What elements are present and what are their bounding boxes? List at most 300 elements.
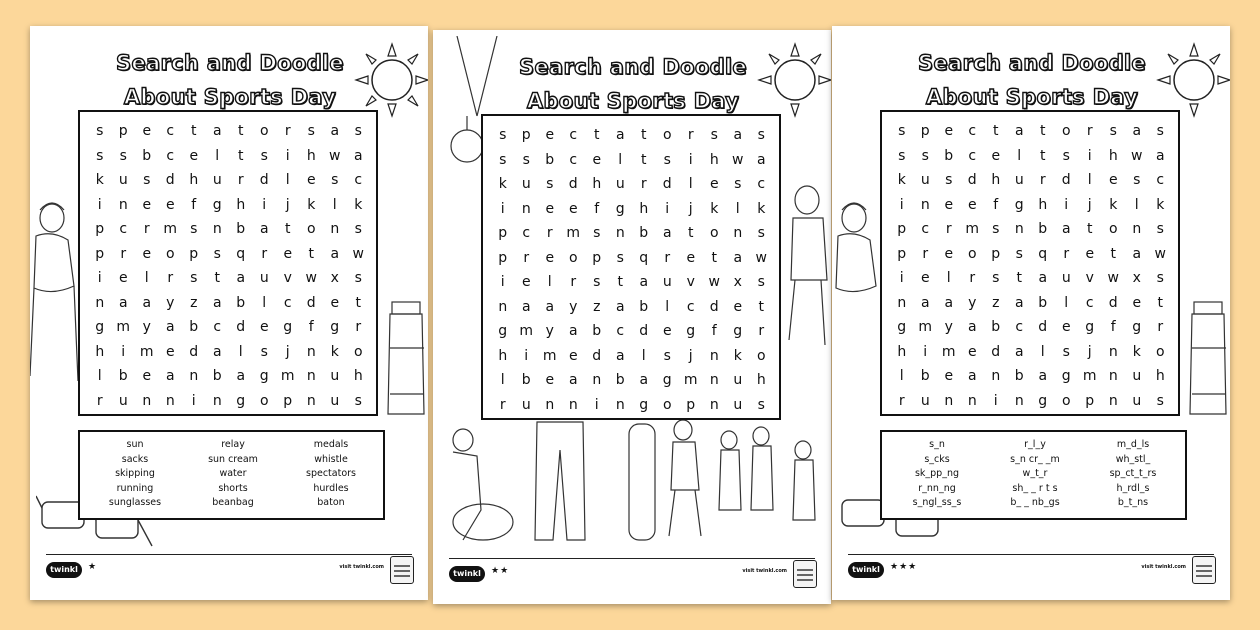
grid-letter: a: [236, 270, 246, 286]
grid-letter: e: [991, 147, 1001, 164]
grid-letter: f: [993, 196, 999, 213]
grid-letter: c: [569, 127, 578, 143]
grid-letter: n: [118, 196, 128, 213]
grid-letter: s: [213, 245, 221, 262]
grid-letter: b: [615, 372, 625, 388]
grid-letter: a: [212, 294, 222, 311]
grid-letter: s: [710, 127, 718, 143]
grid-letter: l: [1134, 196, 1139, 213]
grid-letter: n: [991, 368, 1001, 384]
grid-letter: t: [1016, 270, 1022, 286]
word-list-box: [880, 430, 1187, 520]
title-line-2: About Sports Day: [526, 89, 740, 113]
grid-letter: w: [329, 147, 341, 164]
grid-letter: k: [498, 176, 507, 192]
grid-letter: l: [735, 200, 740, 217]
grid-letter: e: [142, 123, 152, 139]
grid-letter: g: [615, 200, 625, 217]
grid-letter: p: [686, 396, 696, 413]
grid-letter: s: [663, 151, 671, 168]
grid-letter: a: [756, 151, 766, 168]
word-list-item: running: [116, 482, 154, 494]
grid-letter: m: [519, 323, 534, 339]
grid-letter: e: [967, 343, 977, 360]
grid-letter: y: [166, 294, 175, 311]
word-search-grid: [88, 119, 370, 413]
grid-letter: e: [944, 123, 954, 139]
grid-letter: o: [662, 127, 672, 143]
grid-letter: e: [283, 245, 293, 262]
grid-letter: n: [95, 294, 105, 311]
word-list-item: w_t_r: [1022, 468, 1048, 480]
grid-letter: b: [1038, 221, 1048, 237]
grid-letter: n: [733, 225, 743, 241]
grid-letter: r: [499, 396, 506, 413]
grid-letter: d: [236, 319, 246, 335]
word-list: [86, 439, 380, 512]
grid-letter: n: [1132, 221, 1142, 237]
grid-letter: z: [992, 294, 1000, 311]
grid-letter: p: [592, 249, 602, 266]
grid-letter: t: [238, 123, 244, 139]
word-list-item: medals: [313, 439, 349, 450]
grid-letter: y: [944, 319, 953, 335]
grid-letter: a: [615, 347, 625, 364]
grid-letter: u: [1132, 392, 1142, 409]
grid-letter: n: [212, 221, 222, 237]
grid-letter: t: [641, 151, 647, 168]
grid-letter: s: [1062, 147, 1070, 164]
grid-letter: t: [285, 221, 291, 237]
grid-letter: d: [165, 172, 175, 188]
grid-letter: c: [213, 319, 222, 335]
grid-letter: v: [1085, 270, 1094, 286]
grid-letter: h: [639, 200, 649, 217]
grid-letter: z: [593, 298, 601, 315]
grid-letter: a: [662, 225, 672, 241]
grid-letter: k: [897, 172, 906, 188]
grid-letter: g: [498, 323, 508, 339]
grid-letter: r: [143, 221, 150, 237]
grid-letter: a: [259, 221, 269, 237]
word-list-item: shorts: [218, 482, 248, 494]
grid-letter: l: [641, 347, 646, 364]
grid-letter: c: [354, 172, 363, 188]
word-list-item: s_ngl_ss_s: [912, 497, 962, 509]
worksheet-two-star: [433, 30, 831, 604]
grid-letter: i: [899, 196, 904, 213]
grid-letter: n: [1014, 392, 1024, 409]
grid-letter: s: [593, 225, 601, 241]
grid-letter: w: [1107, 270, 1119, 286]
grid-letter: l: [144, 270, 149, 286]
grid-letter: r: [167, 270, 174, 286]
word-list-item: baton: [317, 497, 345, 509]
grid-letter: s: [757, 127, 765, 143]
grid-letter: d: [991, 343, 1001, 360]
grid-letter: c: [616, 323, 625, 339]
grid-letter: f: [308, 319, 314, 335]
grid-letter: a: [1038, 368, 1048, 384]
grid-letter: e: [686, 249, 696, 266]
grid-letter: l: [1064, 294, 1069, 311]
runner-illustration: [785, 180, 831, 350]
grid-letter: j: [1087, 196, 1092, 213]
grid-letter: e: [189, 147, 199, 164]
word-list-item: sunglasses: [108, 497, 162, 509]
grid-letter: o: [1155, 343, 1165, 360]
grid-letter: i: [524, 347, 529, 364]
grid-letter: g: [330, 319, 340, 335]
worksheet-title: [892, 46, 1172, 114]
grid-letter: s: [354, 221, 362, 237]
grid-letter: n: [568, 396, 578, 413]
grid-letter: h: [306, 147, 316, 164]
grid-letter: c: [1085, 294, 1094, 311]
grid-letter: b: [639, 225, 649, 241]
grid-letter: k: [330, 343, 339, 360]
grid-letter: a: [1014, 294, 1024, 311]
grid-letter: u: [259, 270, 269, 286]
word-list-item: spectators: [306, 468, 356, 480]
grid-letter: a: [1132, 245, 1142, 262]
grid-letter: k: [710, 200, 719, 217]
grid-letter: l: [899, 368, 904, 384]
grid-letter: e: [944, 368, 954, 384]
grid-letter: n: [615, 225, 625, 241]
grid-letter: r: [355, 319, 362, 335]
children-illustration: [433, 410, 831, 550]
grid-letter: g: [1038, 392, 1048, 409]
grid-letter: n: [545, 396, 555, 413]
grid-letter: r: [523, 249, 530, 266]
grid-letter: n: [709, 347, 719, 364]
grid-letter: r: [284, 123, 291, 139]
grid-letter: s: [734, 176, 742, 192]
word-list-item: sun: [126, 439, 144, 450]
grid-letter: t: [214, 270, 220, 286]
grid-letter: a: [330, 123, 340, 139]
grid-letter: a: [236, 368, 246, 384]
grid-letter: n: [1014, 221, 1024, 237]
grid-letter: a: [615, 127, 625, 143]
grid-letter: a: [353, 147, 363, 164]
grid-letter: a: [1014, 123, 1024, 139]
grid-letter: i: [1064, 196, 1069, 213]
word-list-item: hurdles: [313, 482, 349, 494]
grid-letter: t: [308, 245, 314, 262]
grid-letter: m: [542, 347, 557, 364]
grid-letter: i: [121, 343, 126, 360]
word-list-item: sp_ct_t_rs: [1109, 468, 1157, 480]
grid-letter: f: [711, 323, 717, 339]
grid-letter: t: [641, 127, 647, 143]
grid-letter: d: [639, 323, 649, 339]
visit-link-text: visit twinkl.com: [339, 564, 384, 570]
grid-letter: g: [639, 396, 649, 413]
grid-letter: y: [142, 319, 151, 335]
grid-letter: h: [1038, 196, 1048, 213]
grid-letter: t: [191, 123, 197, 139]
grid-letter: x: [733, 274, 742, 290]
title-line-1: Search and Doodle: [918, 51, 1146, 75]
word-list-item: h_rdl_s: [1116, 482, 1150, 494]
grid-letter: f: [191, 196, 197, 213]
grid-letter: q: [236, 245, 246, 262]
grid-letter: e: [1085, 245, 1095, 262]
grid-letter: e: [142, 245, 152, 262]
grid-letter: y: [545, 323, 554, 339]
grid-letter: e: [306, 172, 316, 188]
title-line-1: Search and Doodle: [519, 55, 747, 79]
word-search-grid: [890, 119, 1172, 413]
grid-letter: n: [212, 392, 222, 409]
grid-letter: a: [212, 123, 222, 139]
grid-letter: u: [118, 392, 128, 409]
grid-letter: r: [261, 245, 268, 262]
grid-letter: d: [1038, 319, 1048, 335]
grid-letter: x: [330, 270, 339, 286]
grid-letter: a: [1061, 221, 1071, 237]
word-search-grid-box: [78, 110, 378, 416]
grid-letter: d: [189, 343, 199, 360]
difficulty-stars: ★★★: [890, 562, 918, 572]
grid-letter: l: [97, 368, 102, 384]
grid-letter: m: [683, 372, 698, 388]
grid-letter: m: [918, 319, 933, 335]
word-search-grid: [491, 123, 773, 417]
grid-letter: d: [709, 298, 719, 315]
grid-letter: t: [1157, 294, 1163, 311]
grid-letter: p: [283, 392, 293, 409]
grid-letter: b: [545, 151, 555, 168]
grid-letter: c: [522, 225, 531, 241]
grid-letter: a: [118, 294, 128, 311]
grid-letter: u: [521, 396, 531, 413]
grid-letter: i: [899, 270, 904, 286]
grid-letter: e: [967, 196, 977, 213]
grid-letter: a: [568, 323, 578, 339]
grid-letter: t: [1040, 147, 1046, 164]
word-list-box: [78, 430, 385, 520]
grid-letter: l: [547, 274, 552, 290]
grid-letter: s: [119, 147, 127, 164]
grid-letter: a: [545, 298, 555, 315]
grid-letter: p: [920, 123, 930, 139]
grid-letter: a: [920, 294, 930, 311]
grid-letter: m: [965, 221, 980, 237]
grid-letter: l: [238, 343, 243, 360]
grid-letter: a: [1155, 147, 1165, 164]
grid-letter: s: [992, 221, 1000, 237]
worksheet-title: [90, 46, 370, 114]
grid-letter: i: [191, 392, 196, 409]
grid-letter: t: [617, 274, 623, 290]
grid-letter: n: [897, 294, 907, 311]
grid-letter: l: [665, 298, 670, 315]
grid-letter: u: [615, 176, 625, 192]
grid-letter: s: [354, 270, 362, 286]
grid-letter: e: [545, 127, 555, 143]
word-list-item: relay: [221, 439, 245, 450]
grid-letter: l: [285, 172, 290, 188]
grid-letter: c: [166, 123, 175, 139]
grid-letter: g: [95, 319, 105, 335]
grid-letter: t: [993, 123, 999, 139]
grid-letter: v: [686, 274, 695, 290]
grid-letter: b: [236, 294, 246, 311]
grid-letter: x: [1132, 270, 1141, 286]
title-line-2: About Sports Day: [123, 85, 337, 109]
grid-letter: e: [1132, 294, 1142, 311]
grid-letter: u: [521, 176, 531, 192]
grid-letter: d: [259, 172, 269, 188]
word-list-item: s_cks: [924, 453, 950, 465]
grid-letter: s: [260, 343, 268, 360]
grid-letter: s: [1156, 392, 1164, 409]
grid-letter: r: [898, 392, 905, 409]
grid-letter: h: [991, 172, 1001, 188]
grid-letter: r: [922, 245, 929, 262]
grid-letter: k: [307, 196, 316, 213]
grid-letter: t: [758, 298, 764, 315]
word-list-item: m_d_ls: [1116, 439, 1150, 450]
grid-letter: c: [166, 147, 175, 164]
grid-letter: c: [1015, 319, 1024, 335]
grid-letter: d: [1061, 172, 1071, 188]
grid-letter: s: [1156, 123, 1164, 139]
grid-letter: k: [733, 347, 742, 364]
grid-letter: r: [664, 249, 671, 266]
grid-letter: s: [546, 176, 554, 192]
grid-letter: g: [1014, 196, 1024, 213]
grid-letter: n: [306, 343, 316, 360]
grid-letter: w: [732, 151, 744, 168]
grid-letter: a: [944, 294, 954, 311]
grid-letter: p: [991, 245, 1001, 262]
grid-letter: e: [142, 196, 152, 213]
grid-letter: d: [662, 176, 672, 192]
difficulty-stars: ★★: [491, 566, 510, 576]
grid-letter: t: [238, 147, 244, 164]
grid-letter: u: [118, 172, 128, 188]
grid-letter: r: [687, 127, 694, 143]
word-list-item: sk_pp_ng: [914, 468, 960, 480]
title-line-1: Search and Doodle: [116, 51, 344, 75]
grid-letter: n: [1108, 368, 1118, 384]
grid-letter: h: [95, 343, 105, 360]
grid-letter: k: [1109, 196, 1118, 213]
twinkl-logo: twinkl: [848, 562, 884, 578]
grid-letter: u: [330, 392, 340, 409]
grid-letter: a: [615, 298, 625, 315]
visit-link-text: visit twinkl.com: [1141, 564, 1186, 570]
grid-letter: a: [1132, 123, 1142, 139]
grid-letter: t: [594, 127, 600, 143]
grid-letter: t: [355, 294, 361, 311]
word-list-item: sun cream: [208, 453, 258, 465]
footer-divider: [46, 554, 412, 555]
grid-letter: h: [236, 196, 246, 213]
grid-letter: k: [354, 196, 363, 213]
grid-letter: w: [708, 274, 720, 290]
grid-letter: i: [688, 151, 693, 168]
grid-letter: s: [190, 221, 198, 237]
child-illustration: [832, 196, 882, 396]
grid-letter: a: [142, 294, 152, 311]
grid-letter: e: [1061, 319, 1071, 335]
grid-letter: n: [920, 196, 930, 213]
grid-letter: i: [665, 200, 670, 217]
grid-letter: u: [1014, 172, 1024, 188]
grid-letter: i: [97, 196, 102, 213]
word-list-item: sacks: [121, 453, 149, 465]
grid-letter: g: [236, 392, 246, 409]
grid-letter: p: [498, 225, 508, 241]
grid-letter: n: [306, 392, 316, 409]
grid-letter: n: [306, 368, 316, 384]
grid-letter: l: [262, 294, 267, 311]
grid-letter: e: [165, 196, 175, 213]
grid-letter: n: [944, 392, 954, 409]
word-search-grid-box: [481, 114, 781, 420]
grid-letter: k: [1156, 196, 1165, 213]
grid-letter: u: [662, 274, 672, 290]
grid-letter: w: [1131, 147, 1143, 164]
grid-letter: a: [568, 372, 578, 388]
word-search-grid-box: [880, 110, 1180, 416]
grid-letter: d: [1108, 294, 1118, 311]
grid-letter: a: [733, 127, 743, 143]
grid-letter: e: [330, 294, 340, 311]
twinkl-logo: twinkl: [449, 566, 485, 582]
grid-letter: n: [967, 392, 977, 409]
grid-letter: n: [709, 396, 719, 413]
grid-letter: b: [1038, 294, 1048, 311]
grid-letter: h: [592, 176, 602, 192]
grid-letter: i: [594, 396, 599, 413]
grid-letter: a: [967, 319, 977, 335]
grid-letter: d: [592, 347, 602, 364]
grid-letter: n: [709, 372, 719, 388]
grid-letter: c: [686, 298, 695, 315]
grid-letter: c: [119, 221, 128, 237]
grid-letter: b: [592, 323, 602, 339]
grid-letter: l: [1087, 172, 1092, 188]
grid-letter: z: [190, 294, 198, 311]
grid-letter: c: [1156, 172, 1165, 188]
grid-letter: r: [758, 323, 765, 339]
grid-letter: n: [189, 368, 199, 384]
grid-letter: t: [711, 249, 717, 266]
grid-letter: g: [1085, 319, 1095, 335]
word-list-item: r_nn_ng: [918, 482, 956, 494]
grid-letter: o: [1061, 123, 1071, 139]
grid-letter: b: [1014, 368, 1024, 384]
grid-letter: m: [941, 343, 956, 360]
grid-letter: r: [120, 245, 127, 262]
grid-letter: g: [1132, 319, 1142, 335]
grid-letter: u: [1132, 368, 1142, 384]
grid-letter: p: [1085, 392, 1095, 409]
grid-letter: p: [897, 221, 907, 237]
grid-letter: p: [498, 249, 508, 266]
grid-letter: o: [709, 225, 719, 241]
grid-letter: d: [967, 172, 977, 188]
grid-letter: o: [662, 396, 672, 413]
grid-letter: t: [688, 225, 694, 241]
grid-letter: o: [306, 221, 316, 237]
